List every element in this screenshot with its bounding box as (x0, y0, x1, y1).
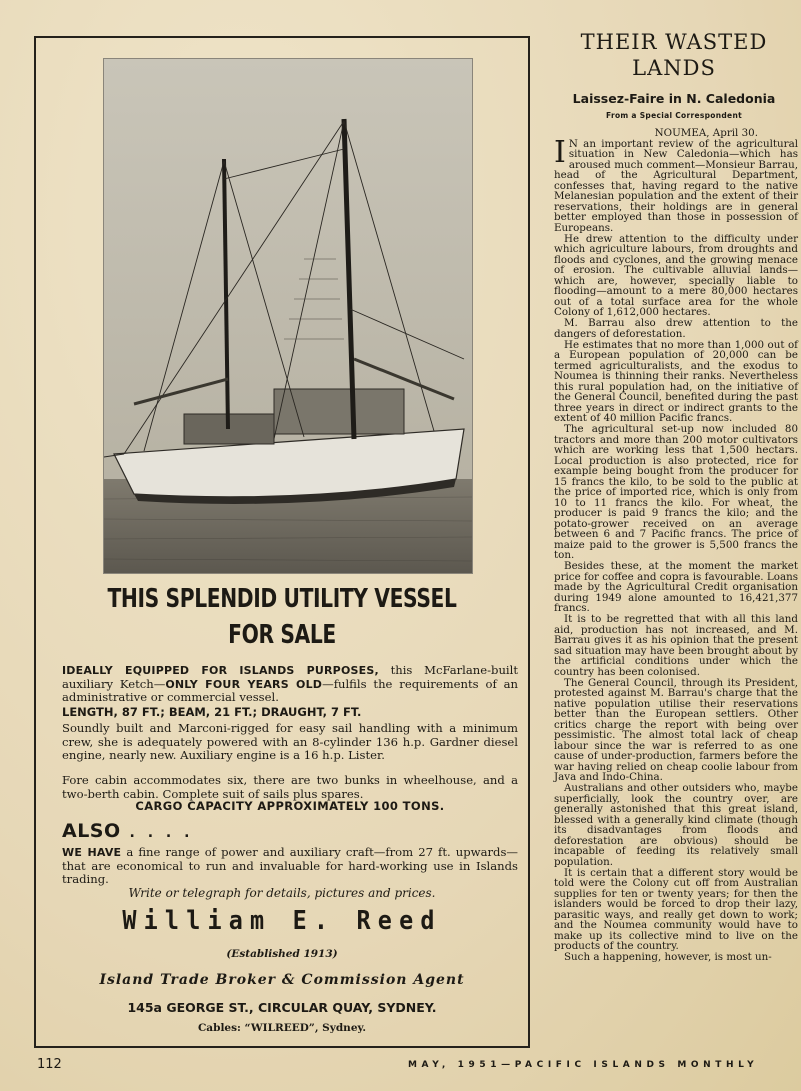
article-title-line2: LANDS (632, 56, 716, 80)
article-paragraph: The General Council, through its President, protested against M. Barrau's charge that the native population utilise their reservations better than the European settlers. Other critics charge the report with being over pessimistic. The almost total lack of cheap labour since the war is referred to as one cause of under-production, farmers before the war having relied on cheap coolie labour from Java and Indo-China. (554, 676, 798, 783)
article-paragraph: Besides these, at the moment the market price for coffee and copra is favourable. Loans made by the Agricultural Credit organisation during 1949 alone amounted to 16,421,377 francs. (554, 560, 798, 614)
article-byline: From a Special Correspondent (606, 111, 742, 120)
article-paragraph: He estimates that no more than 1,000 out of a European population of 20,000 can be termed agriculturalists, and the exodus to Noumea is thinning their ranks. Nevertheless this rural population had, on the initiative of the General Council, benefited during the past three years in direct or indirect grants to the extent of 40 million Pacific francs. (554, 338, 798, 424)
article-paragraph: Australians and other outsiders who, maybe superficially, look the country over, are generally astonished that this great island, blessed with a generally kind climate (though its disadvantages from floods and deforestation are obvious) should be incapable of feeding its relatively small population. (554, 782, 798, 868)
ad-other-craft-paragraph: WE HAVE a fine range of power and auxiliary craft—from 27 ft. upwards—that are economical to run and invaluable for hard-working use in Islands trading. (62, 845, 518, 887)
ad-subheadline: FOR SALE (228, 620, 336, 650)
article-paragraph: He drew attention to the difficulty under which agriculture labours, from droughts and floods and cyclones, and the growing menace of erosion. The cultivable alluvial lands—which are, however, specially liable to flooding—amount to a mere 80,000 hectares out of a total surface area for the whole Colony of 1,612,000 hectares. (554, 232, 798, 318)
ad-dimensions: LENGTH, 87 FT.; BEAM, 21 FT.; DRAUGHT, 7 FT. (62, 705, 362, 719)
vessel-for-sale-advertisement (34, 36, 530, 1048)
advertiser-established: (Established 1913) (226, 948, 338, 960)
advertiser-address: 145a GEORGE ST., CIRCULAR QUAY, SYDNEY. (127, 1000, 437, 1015)
article-paragraph: It is certain that a different story would be told were the Colony cut off from Australian supplies for ten or twenty years; for then the islanders would be forced to drop their lazy, parasitic ways, and really get down to work; and the Noumea community would have to make up its collective mind to live on the products of the country. (554, 866, 798, 952)
advertiser-cables: Cables: “WILREED”, Sydney. (197, 1022, 367, 1034)
article-paragraph: The agricultural set-up now included 80 tractors and more than 200 motor cultivators which are working less that 1,500 hectars. Local production is also protected, rice for example being bought from the producer for 15 francs the kilo, to be sold to the public at the price of imported rice, which is only from 10 to 11 francs the kilo. For wheat, the producer is paid 9 francs the kilo; and the potato-grower received on an average between 6 and 7 Pacific francs. The price of maize paid to the grower is 5,500 francs the ton. (554, 423, 798, 561)
ad-cargo-capacity: CARGO CAPACITY APPROXIMATELY 100 TONS. (135, 799, 445, 813)
ad-cabin-paragraph: Fore cabin accommodates six, there are two bunks in wheelhouse, and a two-berth cabin. Complete suit of sails plus spares. (62, 773, 518, 801)
article-subtitle: Laissez-Faire in N. Caledonia (572, 91, 776, 106)
ketch-photograph (103, 58, 473, 574)
advertiser-title: Island Trade Broker & Commission Agent (99, 972, 465, 988)
drop-cap: I (554, 134, 566, 170)
article-paragraph: It is to be regretted that with all this land aid, production has not increased, and M. Barrau gives it as his opinion that the present sad situation may have been brought about by the artificial conditions under which the country has been colonised. (554, 613, 798, 678)
ad-intro-paragraph: IDEALLY EQUIPPED FOR ISLANDS PURPOSES, this McFarlane-built auxiliary Ketch—ONLY FOUR YEARS OLD—fulfils the requirements of an administrative or commercial vessel. (62, 663, 518, 705)
article-dateline: NOUMEA, April 30. (654, 127, 758, 139)
article-paragraph: M. Barrau also drew attention to the dangers of deforestation. (554, 317, 798, 340)
page-number: 112 (37, 1057, 62, 1072)
ad-headline: THIS SPLENDID UTILITY VESSEL (107, 584, 457, 614)
ad-engine-paragraph: Soundly built and Marconi-rigged for easy sail handling with a minimum crew, she is adequately powered with an 8-cylinder 136 h.p. Gardner diesel engine, nearly new. Auxiliary engine is a 16 h.p. Lister. (62, 721, 518, 763)
article-body (554, 128, 798, 963)
running-footer: MAY, 1951—PACIFIC ISLANDS MONTHLY (408, 1060, 759, 1070)
ad-also-heading: ALSO . . . . (62, 820, 194, 842)
ad-contact-prompt: Write or telegraph for details, pictures and prices. (128, 886, 436, 900)
article-paragraph: I N an important review of the agricultural situation in New Caledonia—which has aroused much comment—Monsieur Barrau, head of the Agricultural Department, confesses that, having regard to the native Melanesian population and the extent of their reservations, their holdings are in general better employed than those in possession of Europeans. (554, 134, 798, 234)
advertiser-name: William E. Reed (122, 906, 442, 936)
article-title-line1: THEIR WASTED (580, 30, 768, 54)
article-paragraph: Such a happening, however, is most un- (564, 951, 772, 963)
